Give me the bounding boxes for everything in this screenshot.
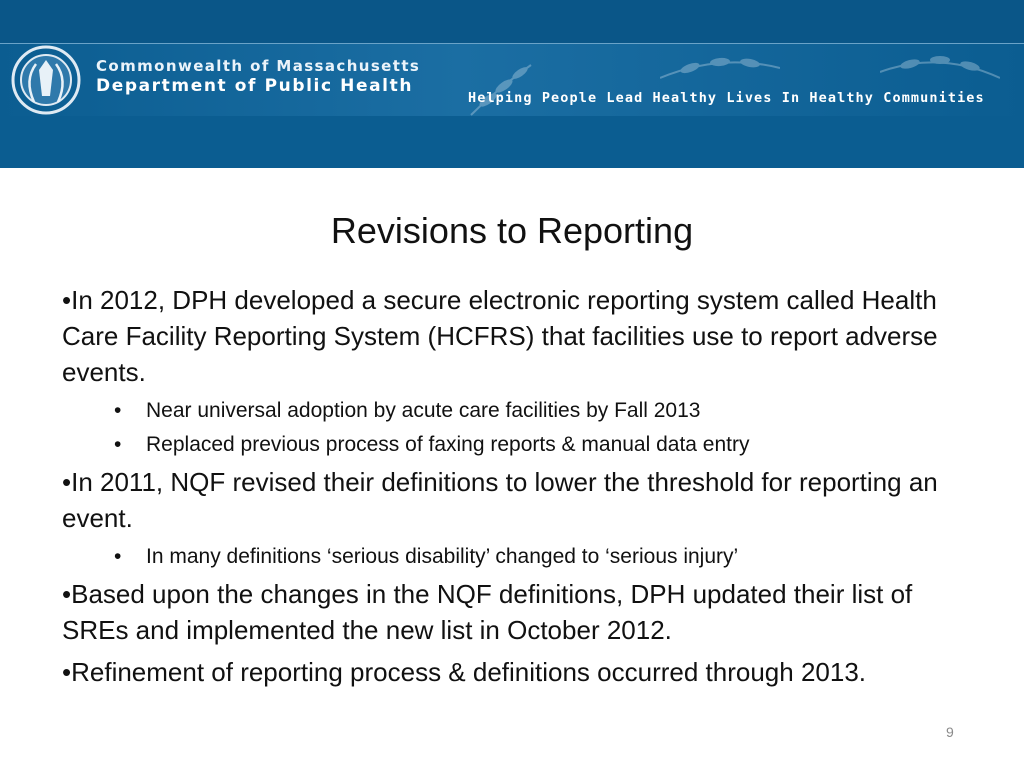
bullet-item: •In 2012, DPH developed a secure electronic reporting system called Health Care Facility Reporting System (HCFRS) that facilities use to report adverse events. xyxy=(62,285,938,387)
banner-tagline: Helping People Lead Healthy Lives In Healthy Communities xyxy=(468,90,985,106)
slide-content xyxy=(62,282,982,696)
sub-bullet-glyph: • xyxy=(114,433,122,456)
bullet-item: •Based upon the changes in the NQF definitions, DPH updated their list of SREs and implemented the new list in October 2012. xyxy=(62,579,913,645)
laurel-branch-icon xyxy=(660,48,780,88)
banner-top-band xyxy=(0,0,1024,44)
bullet-item: •Refinement of reporting process & definitions occurred through 2013. xyxy=(62,657,867,687)
sub-bullet-item xyxy=(62,396,982,426)
state-seal-icon xyxy=(6,44,86,116)
sub-bullet-glyph: • xyxy=(114,545,122,568)
slide-title: Revisions to Reporting xyxy=(330,210,694,251)
bullet-item: •In 2011, NQF revised their definitions to lower the threshold for reporting an event. xyxy=(62,467,938,533)
org-line-commonwealth: Commonwealth of Massachusetts xyxy=(96,57,421,75)
laurel-branch-right-icon xyxy=(880,50,1000,90)
org-line-department: Department of Public Health xyxy=(96,76,414,96)
sub-bullet-text: Replaced previous process of faxing reports & manual data entry xyxy=(146,433,750,456)
sub-bullet-text: Near universal adoption by acute care facilities by Fall 2013 xyxy=(146,399,701,422)
sub-bullet-item xyxy=(62,542,982,572)
sub-bullet-text: In many definitions ‘serious disability’ changed to ‘serious injury’ xyxy=(146,545,739,568)
sub-bullet-item xyxy=(62,430,982,460)
sub-bullet-glyph: • xyxy=(114,399,122,422)
header-banner xyxy=(0,0,1024,168)
page-number: 9 xyxy=(946,724,954,740)
